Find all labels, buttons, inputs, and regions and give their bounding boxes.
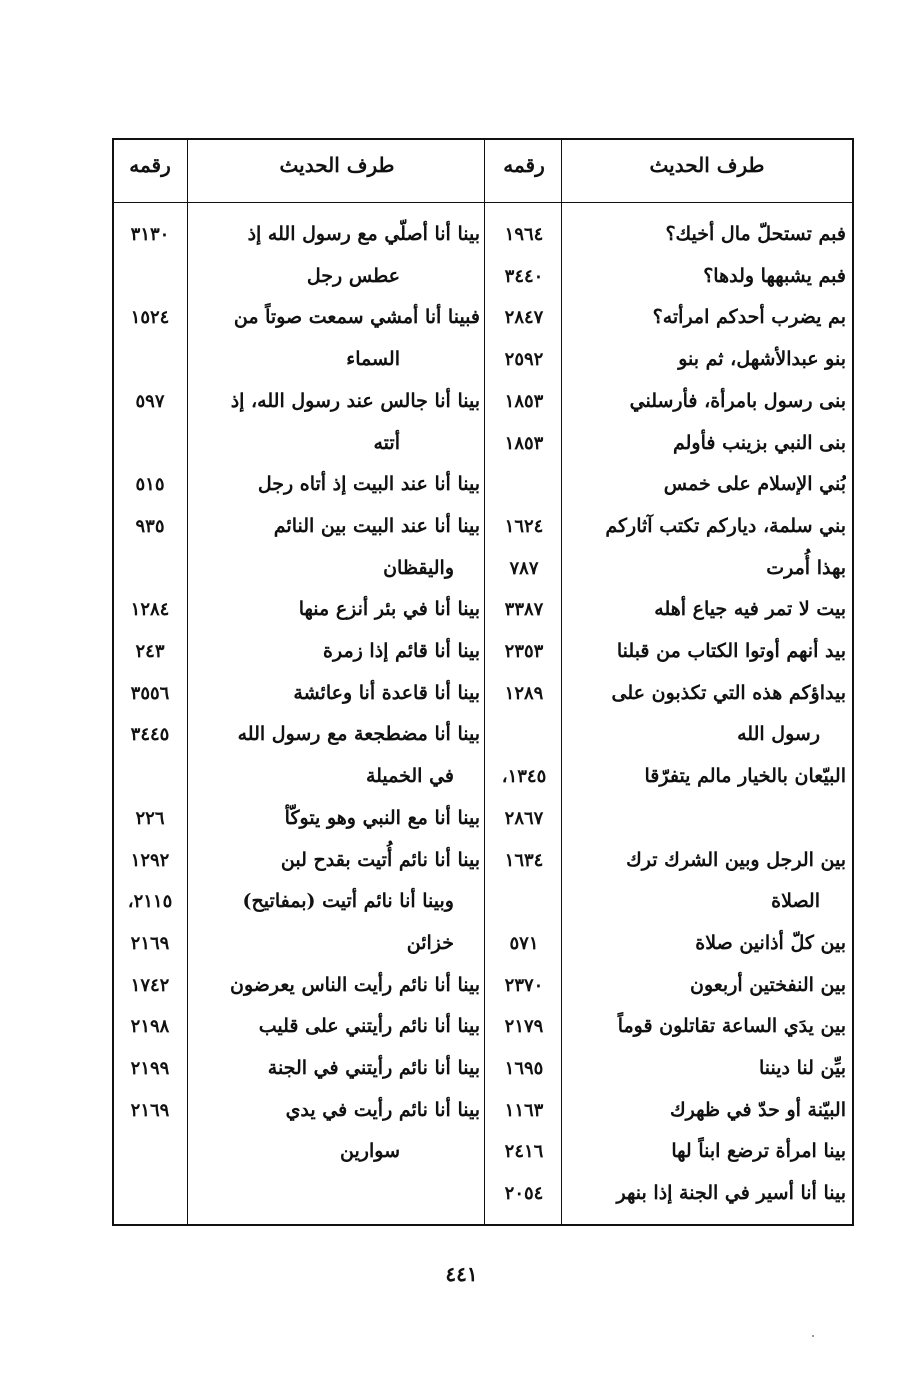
hadith-text-right [566,798,846,840]
table-row [114,756,852,798]
hadith-text-left: بينا أنا في بئر أنزع منها [298,598,480,621]
hadith-text-left: بينا أنا عند البيت إذ أتاه رجل [257,473,480,496]
table-header [114,140,852,203]
hadith-text-right: بنى رسول بامرأة، فأرسلني [629,389,846,412]
hadith-text-left: بينا أنا نائم رأيت في يدي [285,1098,480,1121]
table-row [114,214,852,256]
hadith-number-right: ٢١٧٩ [504,1016,544,1038]
hadith-number-right: ١٣٤٥، [501,766,547,788]
hadith-text-right: البيّعان بالخيار مالم يتفرّقا [644,765,846,788]
header-hadith-left: طرف الحديث [279,153,395,177]
hadith-text-right: الصلاة [771,890,820,913]
hadith-number-right: ٢٣٧٠ [504,974,544,996]
hadith-number-right: ٢٤١٦ [504,1141,544,1163]
hadith-number-right [486,464,562,506]
hadith-text-left: بينا أنا جالس عند رسول الله، إذ [230,389,480,412]
hadith-text-left: سوارين [340,1140,400,1163]
table-row [114,297,852,339]
table-row [114,381,852,423]
hadith-number-left [112,1173,188,1215]
hadith-number-left: ٥١٥ [135,474,165,496]
hadith-text-left: واليقظان [383,556,454,579]
page-number: ٤٤١ [445,1262,478,1286]
hadith-number-right: ١٢٨٩ [504,682,544,704]
hadith-number-right: ٥٧١ [509,932,539,954]
hadith-text-left: بينا أنا عند البيت بين النائم [273,514,480,537]
hadith-number-left: ١٢٨٤ [130,599,170,621]
hadith-number-right: ١٨٥٣ [504,432,544,454]
hadith-text-right: بين كلّ أذانين صلاة [695,931,846,954]
table-row [114,840,852,882]
hadith-text-left: فبينا أنا أمشي سمعت صوتاً من [233,306,480,329]
header-number-left: رقمه [129,153,171,177]
hadith-text-right: رسول الله [737,723,820,746]
hadith-text-left: بينا أنا نائم أُتيت بقدح لبن [280,848,480,871]
table-row [114,1173,852,1215]
hadith-number-right: ٢٨٦٧ [504,807,544,829]
hadith-text-right: بينا أنا أسير في الجنة إذا بنهر [616,1182,846,1205]
hadith-number-left: ١٧٤٢ [130,974,170,996]
hadith-text-right: بنى النبي بزينب فأولم [672,431,846,454]
hadith-number-left: ٢١٦٩ [130,932,170,954]
table-row [114,631,852,673]
hadith-text-left: عطس رجل [306,264,400,287]
hadith-text-right: بني سلمة، دياركم تكتب آثاركم [605,514,846,537]
hadith-number-right: ١٦٩٥ [504,1058,544,1079]
hadith-number-right: ١١٦٣ [504,1099,544,1121]
hadith-text-left: بينا أنا مضطجعة مع رسول الله [237,723,480,746]
hadith-number-left [112,756,188,798]
hadith-text-left: بينا أنا أصلّي مع رسول الله إذ [247,223,480,245]
table-row [114,1090,852,1132]
hadith-text-right: بين الرجل وبين الشرك ترك [626,848,846,871]
hadith-text-left: بينا أنا قاعدة أنا وعائشة [293,681,480,704]
hadith-number-left: ٢١٦٩ [130,1099,170,1121]
hadith-number-left [112,423,188,465]
hadith-number-left: ٣٥٥٦ [130,682,170,704]
hadith-text-right: بيت لا تمر فيه جياع أهله [654,598,846,621]
table-row [114,1048,852,1090]
table-row [114,506,852,548]
hadith-text-right: بيداؤكم هذه التي تكذبون على [611,681,846,704]
hadith-number-left [112,1131,188,1173]
hadith-number-left: ١٢٩٢ [130,849,170,871]
hadith-number-left: ٢١٩٨ [130,1016,170,1038]
hadith-text-right: بيِّن لنا ديننا [758,1057,846,1079]
table-row [114,548,852,590]
hadith-number-right: ١٦٢٤ [504,515,544,537]
table-row [114,881,852,923]
hadith-index-table [112,138,854,1226]
hadith-number-right: ١٩٦٤ [504,224,544,245]
hadith-text-left: خزائن [406,931,454,954]
hadith-text-left: بينا أنا نائم رأيتني في الجنة [267,1057,480,1079]
hadith-text-left: أتته [373,431,400,454]
hadith-number-right [486,714,562,756]
hadith-text-right: بين النفختين أربعون [690,973,846,996]
hadith-text-right: فبم يشبهها ولدها؟ [703,264,846,287]
table-row [114,589,852,631]
table-row [114,714,852,756]
hadith-text-left: السماء [346,348,400,371]
hadith-number-left: ٣١٣٠ [130,224,170,245]
table-row [114,923,852,965]
hadith-text-left: وبينا أنا نائم أتيت (بمفاتيح) [242,890,454,913]
table-row [114,965,852,1007]
hadith-text-right: فبم تستحلّ مال أخيك؟ [665,223,846,245]
hadith-number-right: ١٦٣٤ [504,849,544,871]
hadith-number-left: ٩٣٥ [135,515,165,537]
hadith-text-right: بيد أنهم أوتوا الكتاب من قبلنا [616,640,846,662]
hadith-text-right: بم يضرب أحدكم امرأته؟ [652,306,846,329]
hadith-text-left: في الخميلة [365,765,454,788]
hadith-text-left: بينا أنا قائم إذا زمرة [323,640,480,662]
hadith-text-left: بينا أنا نائم رأيت الناس يعرضون [229,973,480,996]
hadith-number-right: ١٨٥٣ [504,390,544,412]
hadith-text-right: بينا امرأة ترضع ابناً لها [671,1140,846,1163]
hadith-number-left [112,548,188,590]
hadith-number-left: ٣٤٤٥ [130,724,170,746]
hadith-text-right: البيّنة أو حدّ في ظهرك [669,1098,846,1121]
table-row [114,339,852,381]
hadith-text-right: بين يدَي الساعة تقاتلون قوماً [617,1015,846,1038]
table-row [114,423,852,465]
hadith-text-right: بُني الإسلام على خمس [663,473,846,496]
hadith-number-left: ٢١١٥، [127,891,173,913]
hadith-text-right: بهذا أُمرت [766,556,846,579]
hadith-number-right: ٣٤٤٠ [504,265,544,287]
hadith-number-right: ٢٥٩٢ [504,349,544,371]
header-hadith-right: طرف الحديث [649,153,765,177]
hadith-number-left: ٢٢٦ [135,807,165,829]
hadith-text-left [192,1173,480,1215]
table-row [114,798,852,840]
scan-speck [812,1335,814,1337]
hadith-number-right: ٢٣٥٣ [504,641,544,662]
hadith-number-left [112,339,188,381]
table-row [114,1006,852,1048]
hadith-number-right [486,881,562,923]
hadith-text-right: بنو عبدالأشهل، ثم بنو [678,348,846,371]
table-row [114,464,852,506]
hadith-number-right: ٧٨٧ [509,557,539,579]
hadith-number-left: ٢١٩٩ [130,1058,170,1079]
hadith-number-left: ١٥٢٤ [130,307,170,329]
hadith-text-left: بينا أنا مع النبي وهو يتوكّأ [284,806,480,829]
table-row [114,256,852,298]
hadith-number-left: ٥٩٧ [135,390,165,412]
table-row [114,1131,852,1173]
table-row [114,673,852,715]
hadith-number-left [112,256,188,298]
hadith-text-left: بينا أنا نائم رأيتني على قليب [258,1015,480,1038]
hadith-number-right: ٣٣٨٧ [504,599,544,621]
hadith-number-right: ٢٠٥٤ [504,1183,544,1205]
hadith-number-left: ٢٤٣ [135,641,165,662]
header-number-right: رقمه [503,153,545,177]
hadith-number-right: ٢٨٤٧ [504,307,544,329]
